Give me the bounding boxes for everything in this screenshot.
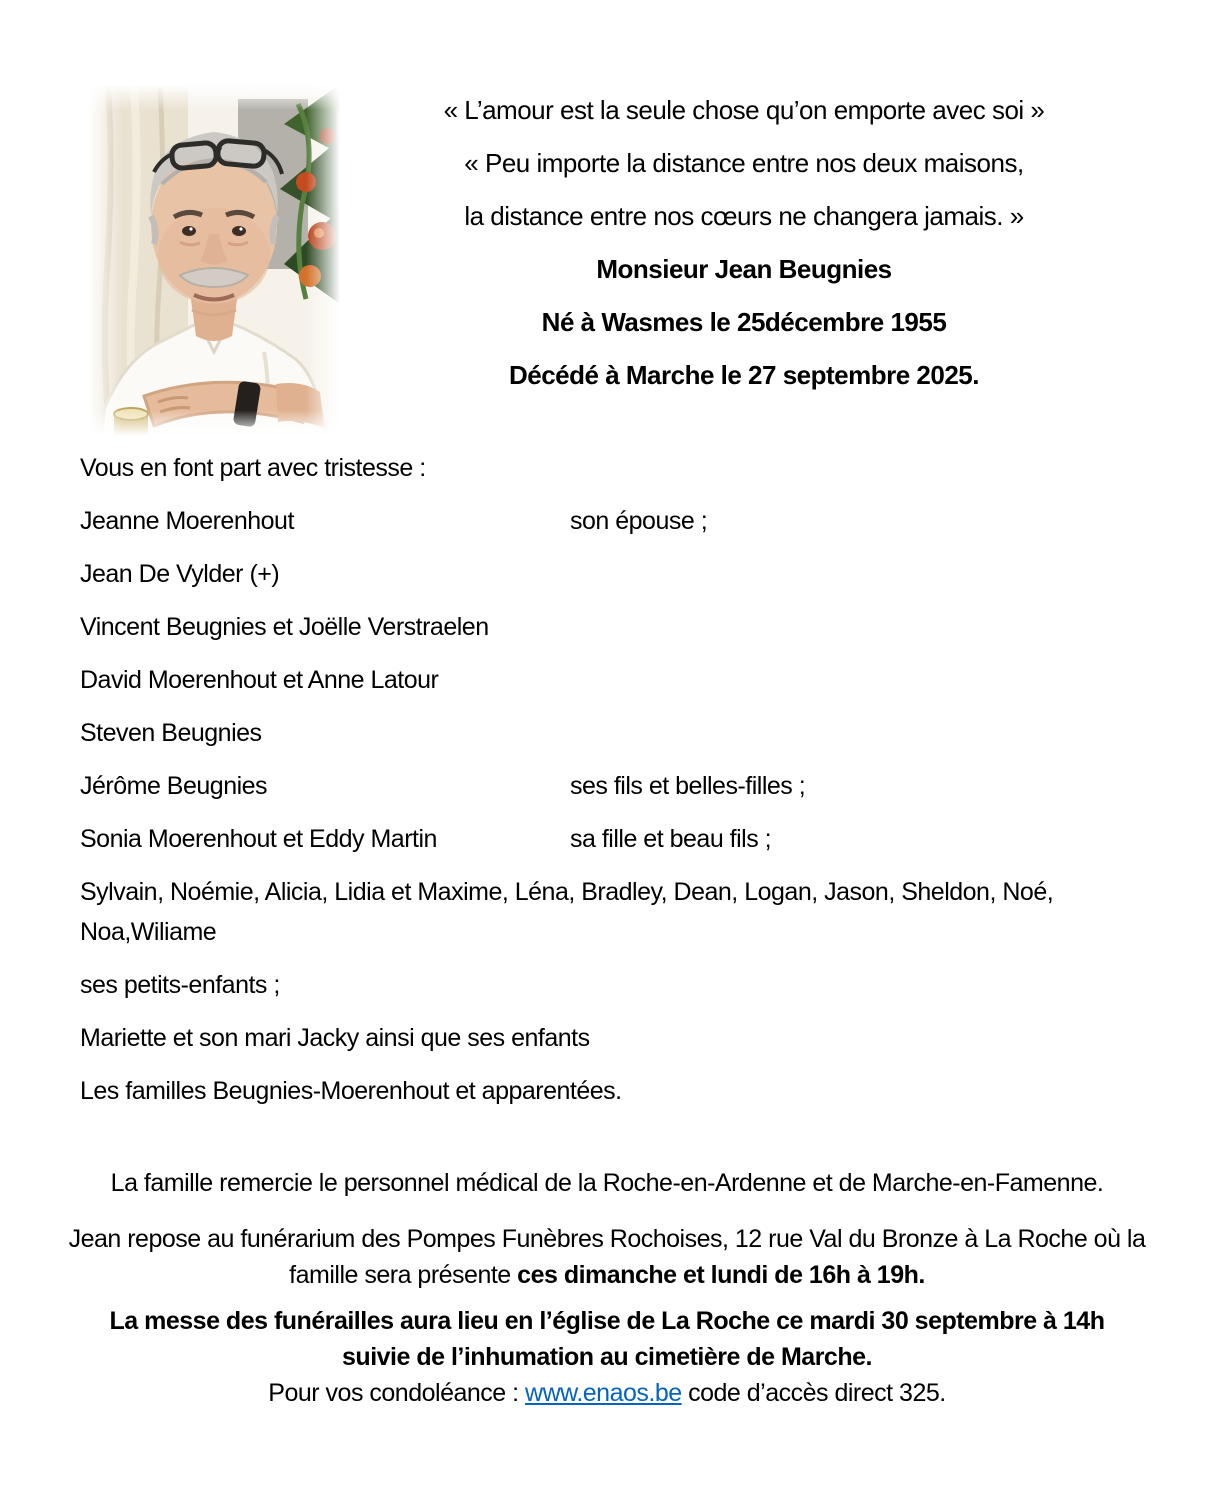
family-section xyxy=(0,436,1214,1111)
quote-line-1: « L’amour est la seule chose qu’on emporte avec soi » xyxy=(443,95,1045,125)
header-section xyxy=(0,0,1214,402)
families-line: Les familles Beugnies-Moerenhout et apparentées. xyxy=(80,1077,622,1105)
closing-section xyxy=(0,1165,1214,1411)
portrait-photo xyxy=(88,84,340,436)
repose-line-2 xyxy=(0,1257,1214,1293)
condolence-suffix: code d’accès direct 325. xyxy=(681,1379,946,1407)
quote-line-3: la distance entre nos cœurs ne changera jamais. » xyxy=(464,201,1024,231)
repose-line-2-normal: famille sera présente xyxy=(289,1261,518,1289)
birth-line: Né à Wasmes le 25décembre 1955 xyxy=(541,307,947,337)
family-row xyxy=(80,766,1214,806)
family-member-name: Vincent Beugnies et Joëlle Verstraelen xyxy=(80,613,489,641)
quote-line-2: « Peu importe la distance entre nos deux maisons, xyxy=(464,148,1024,178)
family-member-name: Steven Beugnies xyxy=(80,719,262,747)
grandchildren-line-2: Noa,Wiliame xyxy=(80,918,217,946)
family-relation: son épouse ; xyxy=(570,507,708,535)
announcement-intro: Vous en font part avec tristesse : xyxy=(80,454,426,482)
family-row xyxy=(80,501,1214,541)
family-row xyxy=(80,554,1214,594)
repose-paragraph xyxy=(0,1221,1214,1293)
condolence-line xyxy=(0,1375,1214,1411)
family-row xyxy=(80,660,1214,700)
family-member-name: David Moerenhout et Anne Latour xyxy=(80,666,439,694)
family-row xyxy=(80,713,1214,753)
family-relation: sa fille et beau fils ; xyxy=(570,825,772,853)
mariette-line: Mariette et son mari Jacky ainsi que ses enfants xyxy=(80,1024,590,1052)
grandchildren-relation: ses petits-enfants ; xyxy=(80,971,280,999)
family-row xyxy=(80,607,1214,647)
mass-line-2: suivie de l’inhumation au cimetière de Marche. xyxy=(342,1343,872,1371)
family-member-name: Sonia Moerenhout et Eddy Martin xyxy=(80,825,437,853)
family-member-name: Jean De Vylder (+) xyxy=(80,560,280,588)
family-relation: ses fils et belles-filles ; xyxy=(570,772,806,800)
family-member-name: Jérôme Beugnies xyxy=(80,772,268,800)
condolence-prefix: Pour vos condoléance : xyxy=(268,1379,526,1407)
repose-line-1: Jean repose au funérarium des Pompes Funèbres Rochoises, 12 rue Val du Bronze à La Roche où la xyxy=(68,1225,1146,1253)
family-member-name: Jeanne Moerenhout xyxy=(80,507,294,535)
enaos-link[interactable]: www.enaos.be xyxy=(525,1379,682,1407)
death-line: Décédé à Marche le 27 septembre 2025. xyxy=(508,360,979,390)
mass-paragraph xyxy=(0,1303,1214,1375)
mass-line-1: La messe des funérailles aura lieu en l’église de La Roche ce mardi 30 septembre à 14h xyxy=(109,1307,1105,1335)
grandchildren-line-1: Sylvain, Noémie, Alicia, Lidia et Maxime, Léna, Bradley, Dean, Logan, Jason, Sheldon, Noé, xyxy=(80,878,1054,906)
thanks-line: La famille remercie le personnel médical de la Roche-en-Ardenne et de Marche-en-Famenne. xyxy=(110,1169,1104,1197)
deceased-name: Monsieur Jean Beugnies xyxy=(596,254,892,284)
grandchildren-names xyxy=(80,872,1214,952)
family-row xyxy=(80,819,1214,859)
repose-line-2-bold: ces dimanche et lundi de 16h à 19h. xyxy=(517,1261,925,1289)
